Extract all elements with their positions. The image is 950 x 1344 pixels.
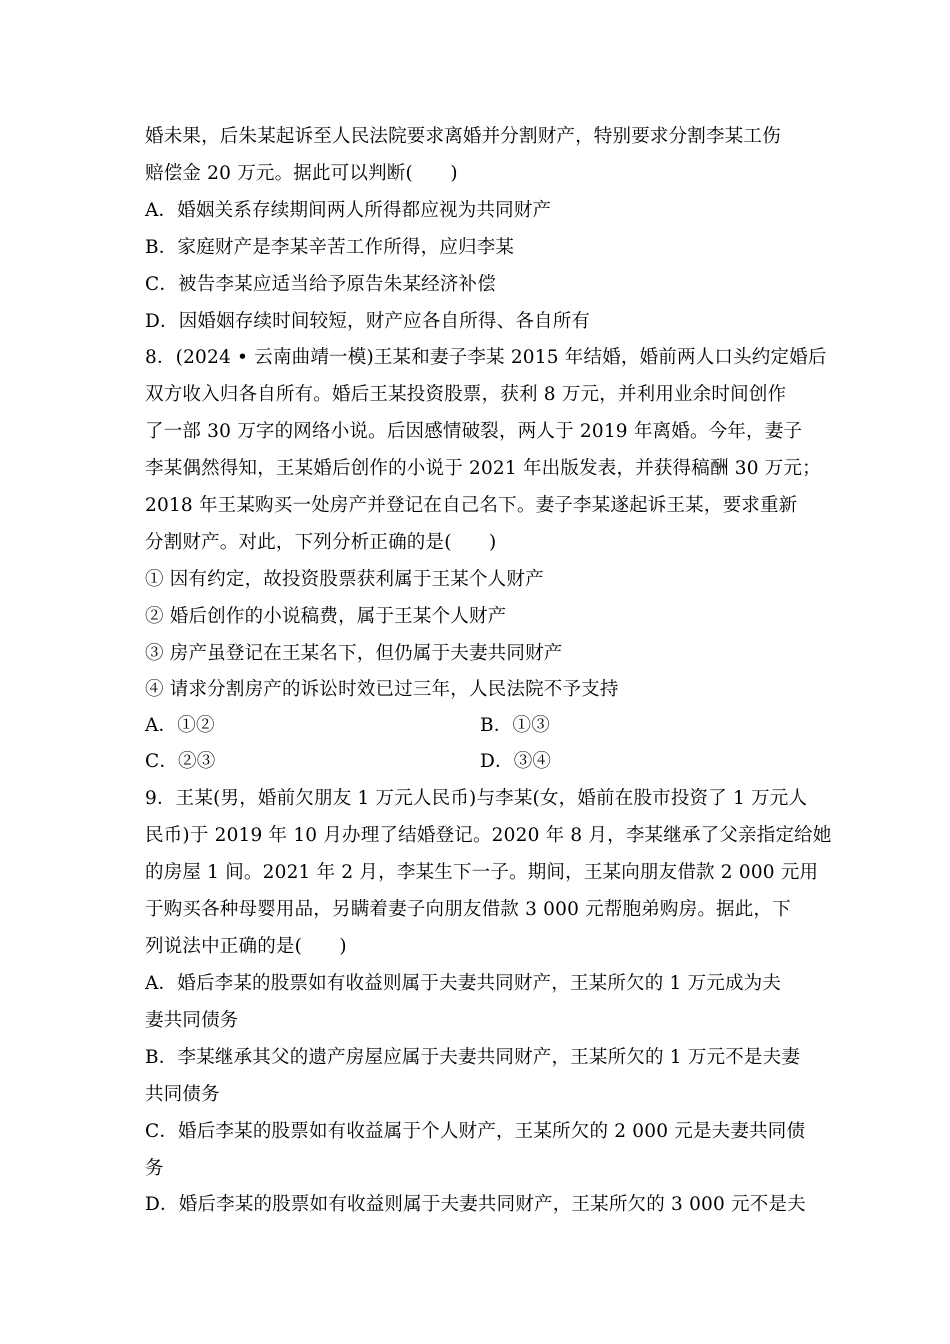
q7-option-a: A．婚姻关系存续期间两人所得都应视为共同财产 bbox=[145, 200, 552, 221]
q7-option-d: D．因婚姻存续时间较短，财产应各自所得、各自所有 bbox=[145, 311, 591, 332]
q8-text-line-1: 8．(2024 • 云南曲靖一模)王某和妻子李某 2015 年结婚，婚前两人口头约定婚后 bbox=[145, 347, 827, 368]
q9-text-line-3: 的房屋 1 间。2021 年 2 月，李某生下一子。期间，王某向朋友借款 2 000 元用 bbox=[145, 862, 819, 883]
q9-option-c-line-2: 务 bbox=[145, 1158, 164, 1179]
q8-statement-3: ③ 房产虽登记在王某名下，但仍属于夫妻共同财产 bbox=[145, 643, 563, 664]
q8-option-d: D．③④ bbox=[480, 751, 552, 772]
q9-option-a-line-2: 妻共同债务 bbox=[145, 1010, 239, 1031]
q7-text-line-2: 赔偿金 20 万元。据此可以判断( ) bbox=[145, 163, 458, 184]
q9-option-a-line-1: A．婚后李某的股票如有收益则属于夫妻共同财产，王某所欠的 1 万元成为夫 bbox=[145, 973, 782, 994]
q9-option-d-line-1: D．婚后李某的股票如有收益则属于夫妻共同财产，王某所欠的 3 000 元不是夫 bbox=[145, 1194, 806, 1215]
q7-text-line-1: 婚未果，后朱某起诉至人民法院要求离婚并分割财产，特别要求分割李某工伤 bbox=[145, 126, 781, 147]
q8-option-a: A．①② bbox=[145, 715, 215, 736]
q8-text-line-6: 分割财产。对此，下列分析正确的是( ) bbox=[145, 532, 497, 553]
q8-text-line-5: 2018 年王某购买一处房产并登记在自己名下。妻子李某遂起诉王某，要求重新 bbox=[145, 495, 798, 516]
q8-statement-2: ② 婚后创作的小说稿费，属于王某个人财产 bbox=[145, 606, 507, 627]
q9-option-b-line-1: B．李某继承其父的遗产房屋应属于夫妻共同财产，王某所欠的 1 万元不是夫妻 bbox=[145, 1047, 801, 1068]
q7-option-b: B．家庭财产是李某辛苦工作所得，应归李某 bbox=[145, 237, 515, 258]
q9-option-c-line-1: C．婚后李某的股票如有收益属于个人财产，王某所欠的 2 000 元是夫妻共同债 bbox=[145, 1121, 806, 1142]
q8-option-b: B．①③ bbox=[480, 715, 550, 736]
q9-text-line-5: 列说法中正确的是( ) bbox=[145, 936, 347, 957]
q8-statement-1: ① 因有约定，故投资股票获利属于王某个人财产 bbox=[145, 569, 544, 590]
q9-option-b-line-2: 共同债务 bbox=[145, 1084, 220, 1105]
q8-text-line-2: 双方收入归各自所有。婚后王某投资股票，获利 8 万元，并利用业余时间创作 bbox=[145, 384, 787, 405]
q9-text-line-2: 民币)于 2019 年 10 月办理了结婚登记。2020 年 8 月，李某继承了父亲指定给她 bbox=[145, 825, 832, 846]
q7-option-c: C．被告李某应适当给予原告朱某经济补偿 bbox=[145, 274, 496, 295]
q9-text-line-1: 9．王某(男，婚前欠朋友 1 万元人民币)与李某(女，婚前在股市投资了 1 万元人 bbox=[145, 788, 808, 809]
q9-text-line-4: 于购买各种母婴用品，另瞒着妻子向朋友借款 3 000 元帮胞弟购房。据此，下 bbox=[145, 899, 791, 920]
q8-option-c: C．②③ bbox=[145, 751, 216, 772]
q8-text-line-4: 李某偶然得知，王某婚后创作的小说于 2021 年出版发表，并获得稿酬 30 万元； bbox=[145, 458, 821, 479]
q8-statement-4: ④ 请求分割房产的诉讼时效已过三年，人民法院不予支持 bbox=[145, 679, 619, 700]
q8-text-line-3: 了一部 30 万字的网络小说。后因感情破裂，两人于 2019 年离婚。今年，妻子 bbox=[145, 421, 803, 442]
